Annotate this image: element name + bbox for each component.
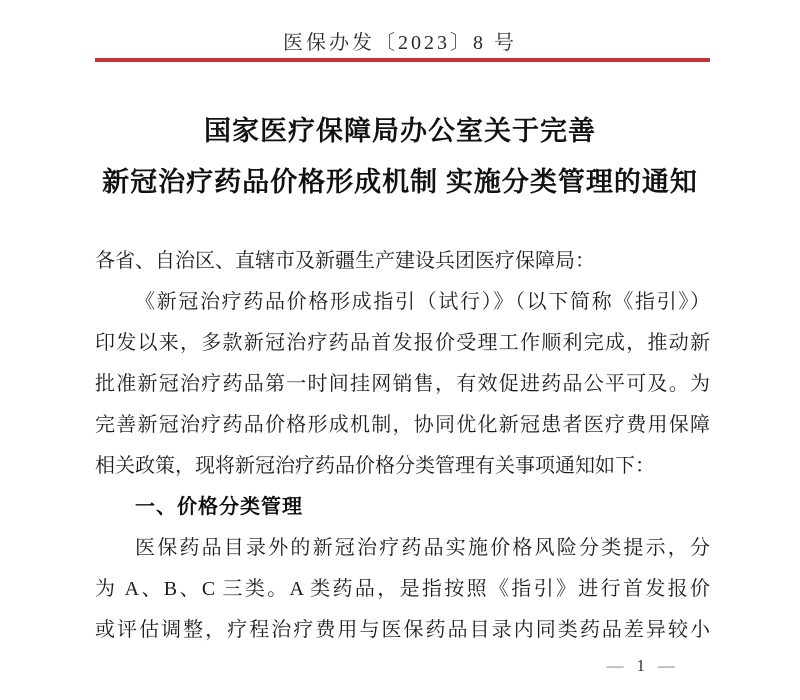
body-line: 相关政策，现将新冠治疗药品价格分类管理有关事项通知如下： [95, 455, 655, 477]
doc-body [95, 241, 710, 651]
body-line: 批准新冠治疗药品第一时间挂网销售，有效促进药品公平可及。为 [95, 373, 710, 395]
body-line: 或评估调整，疗程治疗费用与医保药品目录内同类药品差异较小 [95, 619, 710, 641]
doc-number: 医保办发〔2023〕8 号 [283, 32, 517, 54]
body-line: 医保药品目录外的新冠治疗药品实施价格风险分类提示，分 [135, 537, 710, 559]
salutation-line: 各省、自治区、直辖市及新疆生产建设兵团医疗保障局： [95, 250, 595, 272]
doc-title [0, 106, 800, 208]
body-line: 印发以来，多款新冠治疗药品首发报价受理工作顺利完成，推动新 [95, 332, 710, 354]
doc-title-line-1: 国家医疗保障局办公室关于完善 [204, 116, 596, 146]
body-line: 为 A、B、C 三类。A 类药品，是指按照《指引》进行首发报价 [95, 578, 710, 600]
body-line: 《新冠治疗药品价格形成指引（试行）》（以下简称《指引》） [135, 291, 710, 313]
red-divider-line [95, 58, 710, 62]
page-number-dash-right: — [658, 656, 676, 675]
body-line: 完善新冠治疗药品价格形成机制，协同优化新冠患者医疗费用保障 [95, 414, 710, 436]
page-number [595, 656, 689, 676]
page-number-dash-left: — [606, 656, 625, 675]
page-number-value: 1 [636, 656, 646, 675]
doc-title-line-2: 新冠治疗药品价格形成机制 实施分类管理的通知 [102, 167, 698, 197]
section-heading: 一、价格分类管理 [135, 496, 303, 518]
